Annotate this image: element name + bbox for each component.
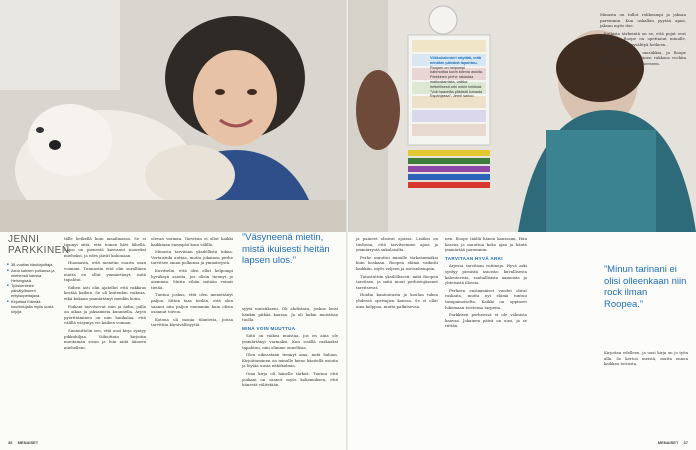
paragraph: Kirjoitan edelleen, ja uusi kirja on jo työn alla. Se kertoo meistä, mutta ennen kaikkea toivosta.: [604, 350, 688, 367]
author-name: [8, 234, 70, 256]
subheading-change: MINÄ VOIN MUUTTUA: [242, 325, 296, 331]
paragraph: Kotona on aina musiikkia, ja Roope laulaa mielellään. Hänen rakkaus rockiin on tarttunut koko perheeseen.: [600, 49, 686, 66]
paragraph: tälle hetkellä kuin maailmassa. Se ei tiennyt siitä, että toinen kävi lähellä. Lapsi on pienestä kasvanut nuoreksi mieheksi, ja edes jäivät kokonaan.: [64, 236, 146, 258]
right-column-3: [600, 12, 686, 68]
portrait-photo: [0, 0, 348, 232]
author-fact: ■ Työskentelee päivätyökseen erityisopettajana.: [8, 283, 56, 298]
caption-lead: Viikkokalenteri näyttää, mitä minäkin päivänä tapahtuu.: [430, 56, 482, 65]
author-first-name: JENNI: [8, 234, 40, 245]
author-fact: ■ 38-vuotias käsikirjoittaja.: [8, 262, 56, 267]
left-column-1: [64, 236, 146, 352]
pull-quote-1: ”Väsyneenä mietin, mistä ikuisesti heitän lapsen ulos.”: [242, 232, 330, 266]
paragraph: Tutustuttiin yksilöllisesti: mitä Roopen tarvitsee, ja mitä muut perheenjäsenet tarvitsevat.: [356, 273, 438, 290]
paragraph: Suunnittelin sen, että uusi kirja syntyy pikkuhiljaa. Viikoittain kirjoitin muutaman sivun ja luin niitä ääneen miehelleni.: [64, 327, 146, 350]
paragraph: Siitä on vaikea muistaa, jos en aina ole ymmärtänyt varmaksi. Kun sisällä raskaaksi tapahtuu, niin olimme onnellisia.: [242, 333, 338, 350]
paragraph: Hoidin kuntoutusta ja koulun tukea yhdessä opettajien kanssa. Se ei ollut aina helppoa, mutta palkitsevaa.: [356, 292, 438, 309]
magazine-name: MENAISET: [17, 440, 39, 445]
portrait-illustration: [0, 0, 348, 232]
photo-caption: [430, 56, 484, 99]
right-page: [348, 0, 696, 450]
page-number: 37: [683, 440, 688, 445]
paragraph: Minusta on tullut rohkeampi ja jaksan paremmin. Kun uskallan pyytää apua, jaksan myös itse.: [600, 12, 686, 29]
paragraph: Siihen asti olin ajatellut että rakkaus kestää kaiken. Se oli kuitenkin vaikeaa, eikä kukaan ymmärtänyt meidän kotia.: [64, 284, 146, 301]
paragraph: nen. Roope täällä hänen kanssaan. Hän kasvaa ja muuttuu koko ajan ja häntä ymmärtää paremmin.: [445, 236, 527, 253]
paragraph: ja paineet olisivat ajoissa. Lisäksi on tiedossa, että tarvitsemme apua ja ymmärrystä sukulaisilta.: [356, 236, 438, 253]
author-last-name: PARKKINEN: [8, 245, 70, 256]
magazine-name: MENAISET: [657, 440, 679, 445]
author-fact: ■ Kirjoittaa Elämää kuuntelujalla myös uusia kirjoja.: [8, 299, 56, 314]
paragraph: Huomasin, että menetin suurin osan voimani. Tunnustin että olin surullinen mutta en ollut ymmärtänyt, mitä tapahtui.: [64, 260, 146, 283]
caption-body: Roopen on helpompi hahmottaa kuvin tulevia asioita. Parkkinen perhe rakastaa matkustamista, vaikka hetkellisesti arki onkin hektistä. ”Voit haaveilla pitkästä lomasta Espanjassa”, Jenni sanoo.: [430, 65, 483, 99]
paragraph: syytä muistikseni. Oli ahdistava, joskus lensi hänkin pitkää kaaraa. Ja oli kukin muistissa tuolla.: [242, 306, 338, 323]
paragraph: Kuvittelin, että olisi ollut helpompi hyväksyä asioita, jos olisin tiennyt jo aiemmin. Mutta eihän mitään voinut tietää.: [151, 267, 233, 290]
paragraph: Perhe muuttui minulle tärkeämmäksi kuin koskaan. Roopen elämä vaikutti kaikkiin, myös veljeen ja isovanhempiin.: [356, 254, 438, 271]
right-column-4: [604, 350, 688, 369]
left-column-3: [242, 306, 338, 390]
pull-quote-2: ”Minun tarinani ei olisi olleenkaan niin rock ilman Roopea.”: [604, 264, 687, 310]
page-number: 36: [8, 440, 13, 445]
paragraph: Oma kirja oli hänelle tärkeä. Tuntuu että poikani on saanut myös kokemuksen, että hänestä välitetään.: [242, 370, 338, 388]
paragraph: Perheen ensimmäiset vuodet olivat raskaita, mutta nyt elämä tuntuu tasapainoiselta. Kaikki on oppineet lukemaan toistensa tarpeita.: [445, 287, 527, 310]
paragraph: Arjessa tarvitaan rutiineja. Hyvä arki syntyy pienistä asioista: kuvallisesta kalenterista, rauhallisista aamuista ja yhteisistä illoista.: [445, 263, 527, 286]
subheading-everyday: TARVITAAN HYVÄ ARKI: [445, 255, 503, 261]
paragraph: Tuntuu joskus, että olen menettänyt paljon. Sitten taas tiedän, että olen saanut niin paljon enemmän kuin olisin osannut toivoa.: [151, 292, 233, 315]
footer-right: [658, 440, 688, 445]
left-column-2: [151, 236, 233, 330]
paragraph: Olen oikeastaan tiennyt aina, mitä haluan. Kirjoittaminen on minulle keino käsitellä asioita ja löytää uusia näkökulmia.: [242, 352, 338, 369]
paragraph: Minusta tarvitaan yksilöllistä tukea. Vertaistuki auttaa, mutta jokainen perhe tarvitsee oman polkunsa ja ymmärrystä.: [151, 249, 233, 266]
author-fact: ■ Asuu kahden poikansa ja miehensä kanssa Helsingissä.: [8, 268, 56, 283]
paragraph: olevan varman. Tarvitsin ei ollut kaikki kaikkiaan enempää kuin välillä.: [151, 236, 233, 247]
paragraph: Parkkisen perheessä ei ole valmista kaavaa. Jokainen päivä on uusi, ja se riittää.: [445, 312, 527, 329]
paragraph: Kotona oli monia tilanteita, joissa tarvittiin kärsivällisyyttä.: [151, 316, 233, 328]
paragraph: Kaikista tärkeintä on se, että pojat ovat onnellisia. Roope on opettanut minulle, mitä tarkoittaa pysähtyä hetkeen.: [600, 30, 686, 47]
right-column-1: [356, 236, 438, 311]
footer-left: [8, 440, 38, 445]
paragraph: Poikani tarvitsevat isän ja äidin, joilla on aikaa ja jaksamista kuunnella. Arjen pyörittäminen on niin hankalaa, että välillä väsymys vie kaiken voiman.: [64, 303, 146, 326]
author-facts: [8, 262, 56, 314]
right-column-2: [445, 236, 527, 331]
